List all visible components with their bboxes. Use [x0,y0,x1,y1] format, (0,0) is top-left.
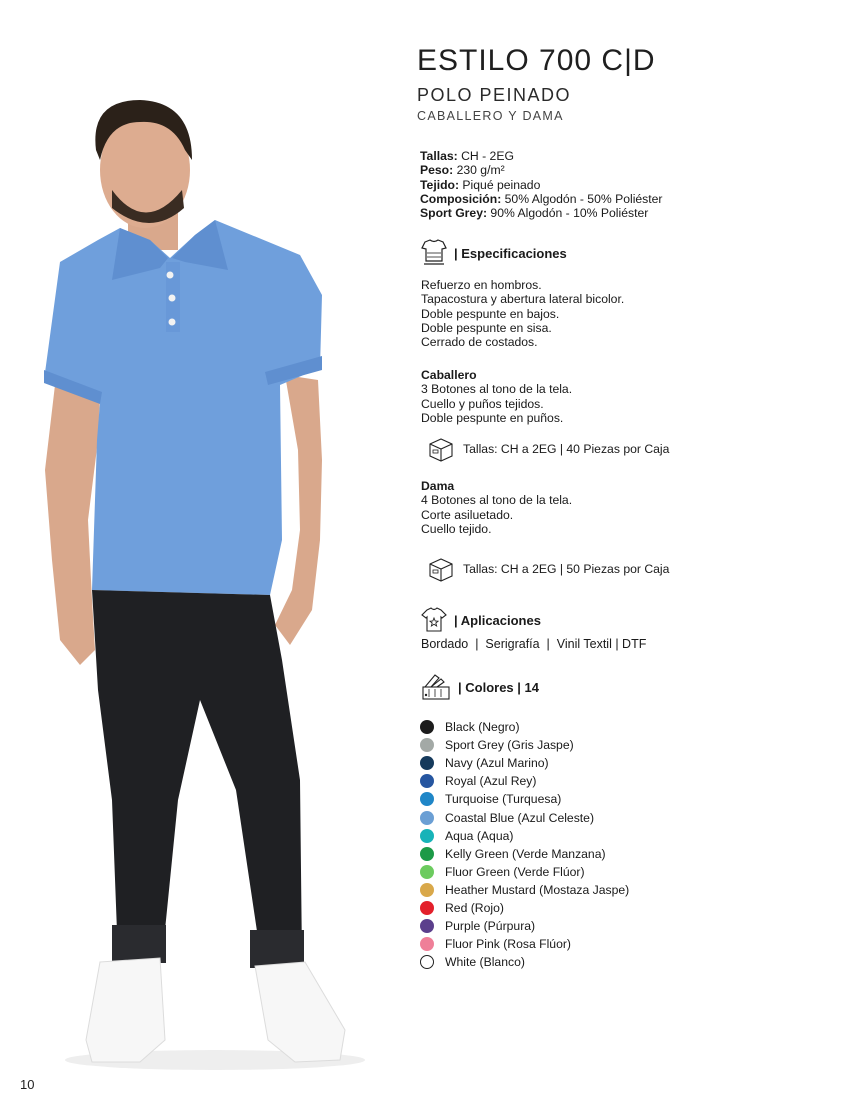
color-swatch [420,901,434,915]
color-swatch [420,811,434,825]
color-name: Fluor Green (Verde Flúor) [445,864,585,879]
color-item [420,790,629,808]
folded-shirt-icon [420,239,448,267]
dama-heading: Dama [421,479,455,493]
section-title: | Aplicaciones [454,612,541,628]
spec-value: Piqué peinado [459,177,541,192]
aplicaciones-list: Bordado | Serigrafía | Vinil Textil | DTF [421,637,647,651]
color-item [420,845,629,863]
color-swatch [420,847,434,861]
color-item [420,881,629,899]
color-name: Aqua (Aqua) [445,828,514,843]
color-swatch [420,883,434,897]
color-name: Turquoise (Turquesa) [445,792,562,807]
especificaciones-list [421,278,624,349]
color-swatch [420,720,434,734]
spec-value: 90% Algodón - 10% Poliéster [487,206,649,221]
color-item [420,899,629,917]
spec-line: Doble pespunte en sisa. [421,320,552,335]
spec-fabric [420,178,663,192]
caballero-line: Doble pespunte en puños. [421,410,564,425]
model-illustration [0,0,393,1106]
color-swatch [420,792,434,806]
color-swatch [420,829,434,843]
box-info-text: Tallas: CH a 2EG | 50 Piezas por Caja [463,562,670,576]
product-title: ESTILO 700 C|D [417,44,656,77]
color-name: Black (Negro) [445,720,520,735]
spec-label: Tallas: [420,149,458,163]
section-title: | Colores | 14 [458,679,539,695]
color-name: Coastal Blue (Azul Celeste) [445,810,595,825]
caballero-line: 3 Botones al tono de la tela. [421,382,573,397]
color-list [420,718,629,971]
color-swatch [420,756,434,770]
color-swatch [420,865,434,879]
color-item [420,935,629,953]
color-item [420,808,629,826]
spec-label: Sport Grey: [420,206,488,221]
color-item [420,953,629,971]
product-photo [0,0,393,1106]
spec-value: 230 g/m² [453,163,505,178]
color-swatch [420,774,434,788]
caballero-heading: Caballero [421,368,477,382]
color-item [420,718,629,736]
product-subtitle: POLO PEINADO [417,85,572,105]
color-item [420,754,629,772]
dama-line: 4 Botones al tono de la tela. [421,493,573,508]
dama-box-info [427,556,669,582]
box-icon [427,436,455,462]
especificaciones-heading [420,239,567,267]
color-name: Navy (Azul Marino) [445,756,549,771]
colores-heading [420,673,539,701]
spec-sizes [420,149,663,163]
color-swatch [420,937,434,951]
color-name: White (Blanco) [445,955,525,970]
color-item [420,917,629,935]
spec-label: Tejido: [420,177,460,192]
color-name: Royal (Azul Rey) [445,774,537,789]
caballero-block [421,368,572,425]
color-name: Kelly Green (Verde Manzana) [445,846,606,861]
color-item [420,736,629,754]
tshirt-print-icon [420,606,448,634]
color-name: Red (Rojo) [445,900,504,915]
section-title: | Especificaciones [454,245,567,261]
box-icon [427,556,455,582]
color-name: Heather Mustard (Mostaza Jaspe) [445,882,630,897]
color-item [420,863,629,881]
color-item [420,827,629,845]
color-name: Sport Grey (Gris Jaspe) [445,738,574,753]
spec-line: Cerrado de costados. [421,335,538,350]
dama-line: Cuello tejido. [421,521,492,536]
spec-label: Peso: [420,163,454,178]
color-swatch-fan-icon [420,673,452,701]
color-swatch [420,738,434,752]
caballero-line: Cuello y puños tejidos. [421,396,544,411]
product-audience: CABALLERO Y DAMA [417,109,564,123]
color-item [420,772,629,790]
spec-value: 50% Algodón - 50% Poliéster [501,191,663,206]
spec-weight [420,163,663,177]
dama-block [421,479,572,536]
page-number: 10 [20,1077,35,1092]
spec-value: CH - 2EG [457,149,514,163]
box-info-text: Tallas: CH a 2EG | 40 Piezas por Caja [463,442,670,456]
spec-line: Tapacostura y abertura lateral bicolor. [421,292,625,307]
spec-line: Refuerzo en hombros. [421,278,542,292]
spec-composition [420,192,663,206]
dama-line: Corte asiluetado. [421,507,514,522]
spec-label: Composición: [420,191,502,206]
color-swatch [420,955,434,969]
spec-list [420,149,663,220]
caballero-box-info [427,436,669,462]
aplicaciones-heading [420,606,541,634]
color-swatch [420,919,434,933]
color-name: Fluor Pink (Rosa Flúor) [445,937,571,952]
spec-sport-grey [420,206,663,220]
color-name: Purple (Púrpura) [445,919,536,934]
spec-line: Doble pespunte en bajos. [421,306,560,321]
